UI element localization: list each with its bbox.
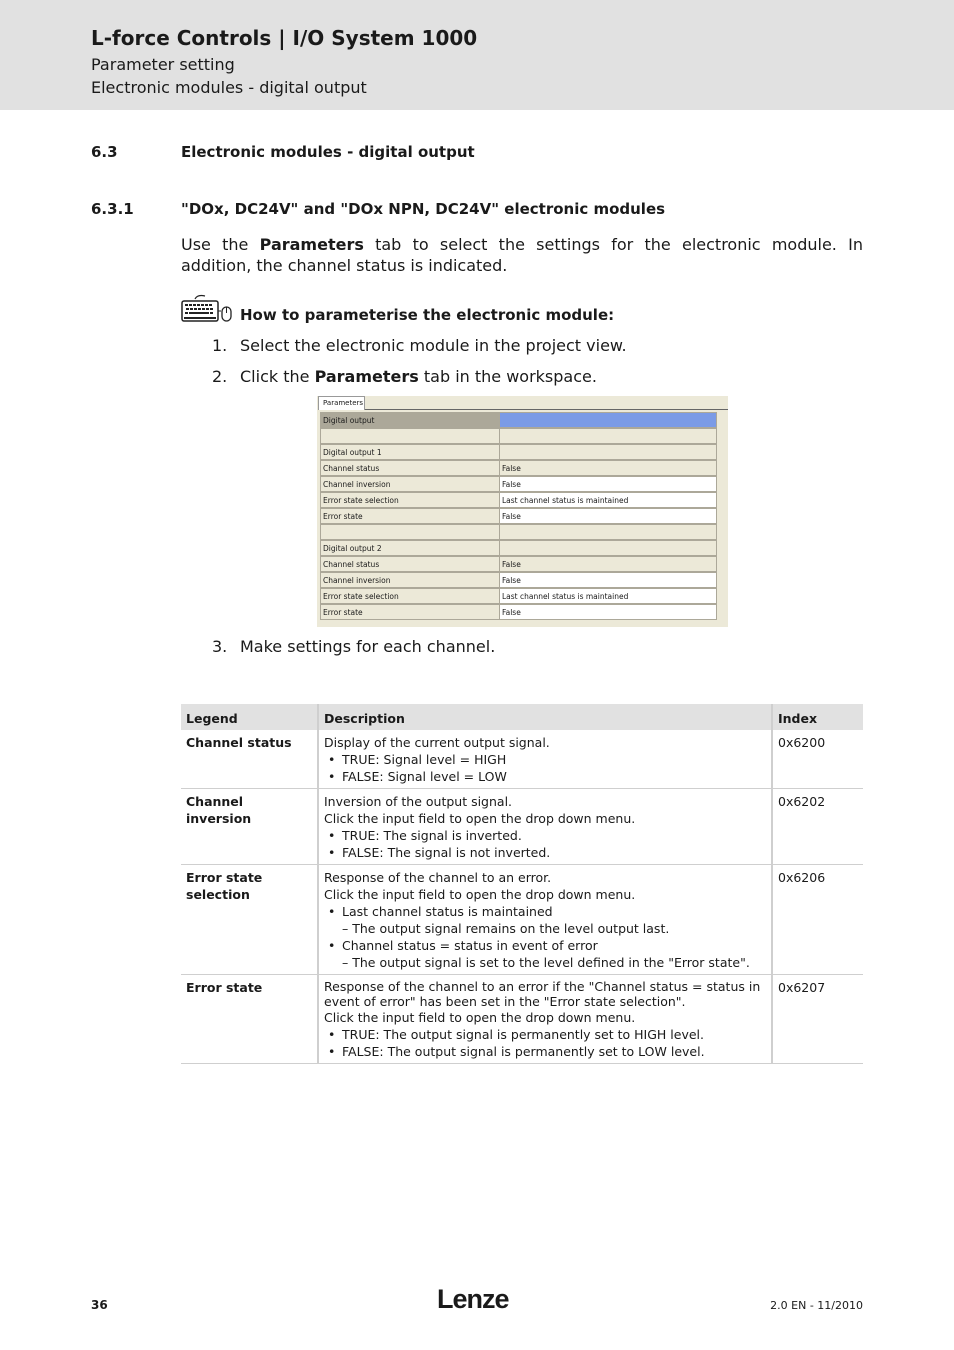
section-subtitle: Electronic modules - digital output xyxy=(91,78,367,97)
lenze-logo: Lenze xyxy=(437,1284,509,1314)
index-header: Index xyxy=(772,704,863,730)
document-version: 2.0 EN - 11/2010 xyxy=(770,1299,863,1312)
description-header: Description xyxy=(318,704,772,730)
grid-row[interactable]: Error state selection Last channel status is maintained xyxy=(320,588,718,604)
grid-row: Channel status False xyxy=(320,460,718,476)
page-header xyxy=(0,0,954,110)
legend-table xyxy=(181,704,863,1064)
page-number: 36 xyxy=(91,1298,108,1312)
table-row: Error state selection Response of the channel to an error. Click the input field to open the drop down menu. • Last channel status is maintained – The output signal remains on the level output last. • Channel status = status in event of error – The output signal is set to the level defined in the "Error state". 0x6206 xyxy=(181,865,863,975)
grid-row: Digital output 1 xyxy=(320,444,718,460)
legend-header: Legend xyxy=(181,704,318,730)
tab-parameters[interactable]: Parameters xyxy=(318,396,365,410)
intro-paragraph: Use the Parameters tab to select the settings for the electronic module. In addition, the channel status is indicated. xyxy=(181,235,863,275)
parameters-screenshot xyxy=(317,396,728,627)
grid-row xyxy=(320,428,718,444)
table-header-row xyxy=(181,704,863,730)
document-title: L-force Controls | I/O System 1000 xyxy=(91,26,478,50)
howto-heading: How to parameterise the electronic module: xyxy=(240,306,615,324)
section-heading: Electronic modules - digital output xyxy=(181,143,475,161)
grid-row[interactable]: Channel inversion False xyxy=(320,572,718,588)
subsection-heading: "DOx, DC24V" and "DOx NPN, DC24V" electronic modules xyxy=(181,200,666,218)
grid-row[interactable]: Digital output xyxy=(320,412,718,428)
grid-row[interactable]: Error state selection Last channel status is maintained xyxy=(320,492,718,508)
table-row: Channel inversion Inversion of the output signal. Click the input field to open the drop down menu. • TRUE: The signal is inverted. • FALSE: The signal is not inverted. 0x6202 xyxy=(181,789,863,865)
grid-row[interactable]: Channel inversion False xyxy=(320,476,718,492)
grid-row: Channel status False xyxy=(320,556,718,572)
grid-row: Digital output 2 xyxy=(320,540,718,556)
table-row: Error state Response of the channel to an error if the "Channel status = status in event of error" has been set in the "Error state selection". Click the input field to open the drop down menu. • TRUE: The output signal is permanently set to HIGH level. • FALSE: The output signal is permanently set to LOW level. 0x6207 xyxy=(181,975,863,1064)
chapter-title: Parameter setting xyxy=(91,55,235,74)
section-number: 6.3 xyxy=(91,143,118,161)
grid-row xyxy=(320,524,718,540)
table-row: Channel status Display of the current output signal. • TRUE: Signal level = HIGH • FALSE: Signal level = LOW 0x6200 xyxy=(181,730,863,789)
grid-row[interactable]: Error state False xyxy=(320,508,718,524)
parameters-term: Parameters xyxy=(259,235,364,254)
keyboard-mouse-icon xyxy=(181,293,233,323)
subsection-number: 6.3.1 xyxy=(91,200,134,218)
grid-row[interactable]: Error state False xyxy=(320,604,718,620)
